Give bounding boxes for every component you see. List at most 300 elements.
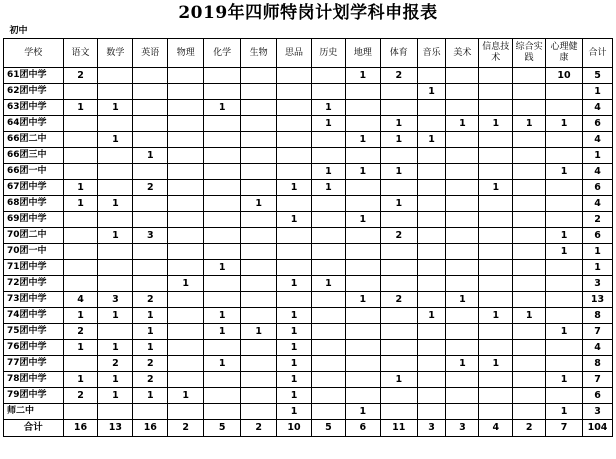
school-name-cell: 66团一中 bbox=[4, 164, 64, 180]
count-cell bbox=[312, 260, 346, 276]
count-cell bbox=[133, 132, 168, 148]
count-cell bbox=[513, 228, 546, 244]
count-cell bbox=[168, 324, 204, 340]
count-cell: 1 bbox=[345, 132, 380, 148]
total-cell: 16 bbox=[133, 420, 168, 437]
count-cell bbox=[168, 372, 204, 388]
count-cell: 1 bbox=[98, 132, 133, 148]
count-cell bbox=[546, 292, 583, 308]
count-cell bbox=[63, 356, 98, 372]
count-cell bbox=[345, 308, 380, 324]
count-cell bbox=[417, 324, 446, 340]
count-cell bbox=[241, 212, 277, 228]
count-cell bbox=[312, 292, 346, 308]
count-cell bbox=[98, 404, 133, 420]
column-header: 信息技术 bbox=[479, 39, 513, 68]
count-cell bbox=[446, 228, 479, 244]
count-cell: 1 bbox=[345, 164, 380, 180]
count-cell bbox=[345, 228, 380, 244]
count-cell: 10 bbox=[546, 68, 583, 84]
count-cell bbox=[98, 116, 133, 132]
count-cell bbox=[446, 340, 479, 356]
total-cell: 5 bbox=[312, 420, 346, 437]
total-cell: 3 bbox=[417, 420, 446, 437]
count-cell: 1 bbox=[63, 340, 98, 356]
count-cell bbox=[417, 116, 446, 132]
column-header: 学校 bbox=[4, 39, 64, 68]
count-cell bbox=[513, 84, 546, 100]
count-cell bbox=[446, 324, 479, 340]
school-name-cell: 师二中 bbox=[4, 404, 64, 420]
count-cell bbox=[479, 388, 513, 404]
count-cell bbox=[479, 196, 513, 212]
count-cell bbox=[380, 180, 417, 196]
count-cell: 2 bbox=[380, 228, 417, 244]
column-header: 语文 bbox=[63, 39, 98, 68]
school-name-cell: 78团中学 bbox=[4, 372, 64, 388]
column-header: 数学 bbox=[98, 39, 133, 68]
count-cell bbox=[277, 292, 312, 308]
count-cell bbox=[479, 276, 513, 292]
count-cell bbox=[241, 372, 277, 388]
table-row bbox=[4, 100, 613, 116]
school-name-cell: 71团中学 bbox=[4, 260, 64, 276]
table-row bbox=[4, 244, 613, 260]
count-cell bbox=[446, 180, 479, 196]
count-cell: 3 bbox=[98, 292, 133, 308]
count-cell bbox=[204, 276, 241, 292]
count-cell: 1 bbox=[479, 356, 513, 372]
row-total-cell: 4 bbox=[583, 340, 613, 356]
row-total-cell: 1 bbox=[583, 84, 613, 100]
count-cell: 3 bbox=[133, 228, 168, 244]
count-cell bbox=[345, 388, 380, 404]
count-cell: 2 bbox=[380, 292, 417, 308]
count-cell bbox=[168, 244, 204, 260]
count-cell bbox=[345, 260, 380, 276]
count-cell bbox=[345, 356, 380, 372]
count-cell bbox=[345, 276, 380, 292]
count-cell bbox=[98, 244, 133, 260]
count-cell bbox=[479, 164, 513, 180]
total-row bbox=[4, 420, 613, 437]
count-cell bbox=[513, 340, 546, 356]
count-cell bbox=[98, 180, 133, 196]
total-cell: 16 bbox=[63, 420, 98, 437]
count-cell: 2 bbox=[98, 356, 133, 372]
count-cell: 1 bbox=[98, 388, 133, 404]
count-cell bbox=[133, 164, 168, 180]
count-cell bbox=[479, 84, 513, 100]
count-cell: 1 bbox=[513, 308, 546, 324]
count-cell bbox=[446, 100, 479, 116]
count-cell bbox=[241, 276, 277, 292]
count-cell bbox=[417, 180, 446, 196]
column-header: 合计 bbox=[583, 39, 613, 68]
count-cell: 1 bbox=[204, 356, 241, 372]
count-cell: 2 bbox=[63, 324, 98, 340]
count-cell bbox=[345, 324, 380, 340]
count-cell: 1 bbox=[312, 180, 346, 196]
row-total-cell: 3 bbox=[583, 404, 613, 420]
row-total-cell: 6 bbox=[583, 388, 613, 404]
count-cell bbox=[380, 148, 417, 164]
count-cell bbox=[63, 404, 98, 420]
column-header: 历史 bbox=[312, 39, 346, 68]
column-header: 音乐 bbox=[417, 39, 446, 68]
count-cell bbox=[417, 228, 446, 244]
count-cell bbox=[513, 324, 546, 340]
count-cell bbox=[446, 244, 479, 260]
count-cell bbox=[380, 324, 417, 340]
count-cell: 2 bbox=[133, 356, 168, 372]
count-cell bbox=[204, 212, 241, 228]
count-cell: 1 bbox=[345, 404, 380, 420]
count-cell bbox=[446, 148, 479, 164]
count-cell: 2 bbox=[133, 292, 168, 308]
count-cell bbox=[479, 244, 513, 260]
count-cell bbox=[277, 196, 312, 212]
count-cell bbox=[168, 196, 204, 212]
count-cell bbox=[513, 260, 546, 276]
count-cell: 1 bbox=[168, 388, 204, 404]
count-cell bbox=[446, 68, 479, 84]
count-cell bbox=[513, 180, 546, 196]
count-cell bbox=[546, 148, 583, 164]
school-name-cell: 67团中学 bbox=[4, 180, 64, 196]
count-cell: 1 bbox=[98, 196, 133, 212]
count-cell bbox=[513, 356, 546, 372]
count-cell bbox=[345, 372, 380, 388]
count-cell bbox=[546, 388, 583, 404]
count-cell: 1 bbox=[63, 196, 98, 212]
count-cell bbox=[513, 196, 546, 212]
table-row bbox=[4, 84, 613, 100]
count-cell bbox=[513, 212, 546, 228]
count-cell bbox=[133, 276, 168, 292]
count-cell bbox=[168, 68, 204, 84]
count-cell bbox=[446, 260, 479, 276]
row-total-cell: 7 bbox=[583, 324, 613, 340]
count-cell: 1 bbox=[241, 324, 277, 340]
count-cell: 1 bbox=[546, 324, 583, 340]
count-cell bbox=[345, 340, 380, 356]
total-cell: 11 bbox=[380, 420, 417, 437]
count-cell bbox=[417, 340, 446, 356]
count-cell bbox=[63, 260, 98, 276]
count-cell bbox=[277, 116, 312, 132]
count-cell bbox=[168, 148, 204, 164]
count-cell bbox=[513, 404, 546, 420]
count-cell: 1 bbox=[277, 180, 312, 196]
count-cell bbox=[479, 132, 513, 148]
count-cell: 1 bbox=[479, 116, 513, 132]
count-cell bbox=[546, 308, 583, 324]
count-cell: 1 bbox=[380, 372, 417, 388]
count-cell: 1 bbox=[98, 228, 133, 244]
count-cell bbox=[204, 292, 241, 308]
count-cell bbox=[479, 292, 513, 308]
count-cell bbox=[546, 132, 583, 148]
count-cell bbox=[417, 196, 446, 212]
table-row bbox=[4, 116, 613, 132]
column-header: 地理 bbox=[345, 39, 380, 68]
count-cell bbox=[417, 212, 446, 228]
row-total-cell: 1 bbox=[583, 260, 613, 276]
count-cell bbox=[446, 164, 479, 180]
count-cell bbox=[513, 292, 546, 308]
count-cell bbox=[168, 404, 204, 420]
count-cell bbox=[204, 372, 241, 388]
count-cell bbox=[277, 132, 312, 148]
count-cell: 1 bbox=[546, 404, 583, 420]
count-cell bbox=[345, 100, 380, 116]
count-cell bbox=[277, 228, 312, 244]
count-cell bbox=[241, 292, 277, 308]
table-row bbox=[4, 68, 613, 84]
count-cell bbox=[204, 340, 241, 356]
count-cell bbox=[345, 180, 380, 196]
count-cell bbox=[380, 84, 417, 100]
count-cell: 1 bbox=[133, 308, 168, 324]
count-cell: 1 bbox=[98, 308, 133, 324]
count-cell bbox=[133, 84, 168, 100]
row-total-cell: 6 bbox=[583, 228, 613, 244]
count-cell bbox=[345, 196, 380, 212]
count-cell bbox=[417, 244, 446, 260]
school-name-cell: 70团二中 bbox=[4, 228, 64, 244]
count-cell bbox=[417, 100, 446, 116]
count-cell: 1 bbox=[63, 308, 98, 324]
row-total-cell: 4 bbox=[583, 164, 613, 180]
school-name-cell: 75团中学 bbox=[4, 324, 64, 340]
school-name-cell: 64团中学 bbox=[4, 116, 64, 132]
count-cell bbox=[479, 324, 513, 340]
count-cell: 1 bbox=[98, 100, 133, 116]
count-cell bbox=[241, 228, 277, 244]
count-cell bbox=[241, 100, 277, 116]
total-cell: 3 bbox=[446, 420, 479, 437]
count-cell bbox=[513, 100, 546, 116]
row-total-cell: 4 bbox=[583, 100, 613, 116]
count-cell bbox=[513, 276, 546, 292]
count-cell: 2 bbox=[63, 68, 98, 84]
count-cell bbox=[241, 404, 277, 420]
column-header: 思品 bbox=[277, 39, 312, 68]
count-cell bbox=[277, 84, 312, 100]
count-cell bbox=[546, 84, 583, 100]
count-cell bbox=[312, 404, 346, 420]
row-total-cell: 3 bbox=[583, 276, 613, 292]
count-cell bbox=[312, 228, 346, 244]
count-cell: 1 bbox=[98, 340, 133, 356]
total-cell: 4 bbox=[479, 420, 513, 437]
count-cell bbox=[168, 340, 204, 356]
count-cell bbox=[204, 244, 241, 260]
count-cell bbox=[204, 84, 241, 100]
count-cell bbox=[417, 148, 446, 164]
count-cell bbox=[479, 68, 513, 84]
count-cell: 1 bbox=[345, 292, 380, 308]
total-cell: 2 bbox=[241, 420, 277, 437]
row-total-cell: 2 bbox=[583, 212, 613, 228]
count-cell bbox=[513, 388, 546, 404]
count-cell bbox=[417, 388, 446, 404]
total-cell: 6 bbox=[345, 420, 380, 437]
count-cell bbox=[380, 356, 417, 372]
count-cell: 1 bbox=[277, 340, 312, 356]
count-cell bbox=[380, 212, 417, 228]
count-cell: 1 bbox=[277, 404, 312, 420]
count-cell: 1 bbox=[546, 116, 583, 132]
count-cell bbox=[204, 164, 241, 180]
row-total-cell: 7 bbox=[583, 372, 613, 388]
count-cell bbox=[98, 260, 133, 276]
count-cell bbox=[513, 132, 546, 148]
row-total-cell: 4 bbox=[583, 132, 613, 148]
count-cell bbox=[63, 84, 98, 100]
count-cell: 1 bbox=[312, 276, 346, 292]
count-cell bbox=[168, 132, 204, 148]
count-cell bbox=[446, 404, 479, 420]
count-cell: 1 bbox=[345, 68, 380, 84]
count-cell bbox=[277, 148, 312, 164]
count-cell bbox=[345, 244, 380, 260]
table-row bbox=[4, 164, 613, 180]
school-name-cell: 74团中学 bbox=[4, 308, 64, 324]
count-cell bbox=[446, 212, 479, 228]
count-cell bbox=[168, 84, 204, 100]
count-cell: 2 bbox=[63, 388, 98, 404]
count-cell bbox=[133, 244, 168, 260]
count-cell bbox=[241, 116, 277, 132]
school-name-cell: 73团中学 bbox=[4, 292, 64, 308]
count-cell bbox=[513, 244, 546, 260]
count-cell: 1 bbox=[417, 308, 446, 324]
count-cell: 1 bbox=[446, 356, 479, 372]
school-name-cell: 79团中学 bbox=[4, 388, 64, 404]
table-row bbox=[4, 356, 613, 372]
count-cell: 1 bbox=[312, 164, 346, 180]
count-cell bbox=[446, 372, 479, 388]
count-cell bbox=[63, 244, 98, 260]
count-cell bbox=[312, 132, 346, 148]
count-cell bbox=[380, 404, 417, 420]
count-cell: 1 bbox=[98, 372, 133, 388]
section-row bbox=[4, 24, 613, 39]
table-row bbox=[4, 324, 613, 340]
count-cell bbox=[168, 164, 204, 180]
count-cell bbox=[417, 276, 446, 292]
sheet-title: 2019年四师特岗计划学科申报表 bbox=[178, 3, 438, 23]
count-cell bbox=[345, 116, 380, 132]
total-cell: 104 bbox=[583, 420, 613, 437]
count-cell bbox=[133, 212, 168, 228]
count-cell bbox=[312, 340, 346, 356]
count-cell bbox=[98, 164, 133, 180]
count-cell bbox=[241, 180, 277, 196]
count-cell bbox=[204, 116, 241, 132]
school-name-cell: 61团中学 bbox=[4, 68, 64, 84]
count-cell: 1 bbox=[277, 324, 312, 340]
count-cell bbox=[417, 260, 446, 276]
count-cell bbox=[204, 404, 241, 420]
count-cell bbox=[98, 84, 133, 100]
count-cell: 1 bbox=[133, 324, 168, 340]
count-cell bbox=[241, 132, 277, 148]
count-cell bbox=[98, 212, 133, 228]
count-cell bbox=[133, 68, 168, 84]
count-cell bbox=[204, 132, 241, 148]
section-label: 初中 bbox=[4, 24, 613, 39]
count-cell bbox=[241, 84, 277, 100]
count-cell bbox=[277, 100, 312, 116]
column-header: 体育 bbox=[380, 39, 417, 68]
count-cell bbox=[63, 228, 98, 244]
column-header: 生物 bbox=[241, 39, 277, 68]
count-cell bbox=[204, 196, 241, 212]
count-cell: 1 bbox=[63, 100, 98, 116]
count-cell: 1 bbox=[277, 372, 312, 388]
count-cell bbox=[546, 260, 583, 276]
count-cell bbox=[204, 148, 241, 164]
count-cell bbox=[546, 180, 583, 196]
count-cell: 1 bbox=[546, 244, 583, 260]
count-cell bbox=[417, 356, 446, 372]
count-cell bbox=[204, 388, 241, 404]
column-header: 英语 bbox=[133, 39, 168, 68]
row-total-cell: 6 bbox=[583, 180, 613, 196]
count-cell bbox=[345, 148, 380, 164]
count-cell bbox=[446, 388, 479, 404]
count-cell bbox=[380, 340, 417, 356]
count-cell bbox=[446, 132, 479, 148]
count-cell bbox=[98, 148, 133, 164]
count-cell bbox=[546, 100, 583, 116]
count-cell bbox=[168, 228, 204, 244]
count-cell bbox=[277, 164, 312, 180]
count-cell: 1 bbox=[133, 148, 168, 164]
count-cell bbox=[168, 180, 204, 196]
count-cell: 1 bbox=[277, 308, 312, 324]
count-cell bbox=[168, 212, 204, 228]
table-row bbox=[4, 196, 613, 212]
table-row bbox=[4, 212, 613, 228]
count-cell: 1 bbox=[63, 180, 98, 196]
total-cell: 7 bbox=[546, 420, 583, 437]
count-cell bbox=[479, 404, 513, 420]
school-name-cell: 69团中学 bbox=[4, 212, 64, 228]
count-cell bbox=[312, 196, 346, 212]
table-row bbox=[4, 228, 613, 244]
count-cell: 1 bbox=[241, 196, 277, 212]
row-total-cell: 5 bbox=[583, 68, 613, 84]
count-cell bbox=[513, 372, 546, 388]
count-cell bbox=[446, 84, 479, 100]
count-cell: 1 bbox=[204, 324, 241, 340]
count-cell bbox=[513, 148, 546, 164]
header-row bbox=[4, 39, 613, 68]
count-cell bbox=[479, 340, 513, 356]
table-row bbox=[4, 260, 613, 276]
count-cell bbox=[380, 388, 417, 404]
total-cell: 2 bbox=[513, 420, 546, 437]
count-cell bbox=[241, 260, 277, 276]
count-cell bbox=[380, 260, 417, 276]
count-cell: 1 bbox=[446, 116, 479, 132]
count-cell bbox=[546, 212, 583, 228]
table-row bbox=[4, 148, 613, 164]
